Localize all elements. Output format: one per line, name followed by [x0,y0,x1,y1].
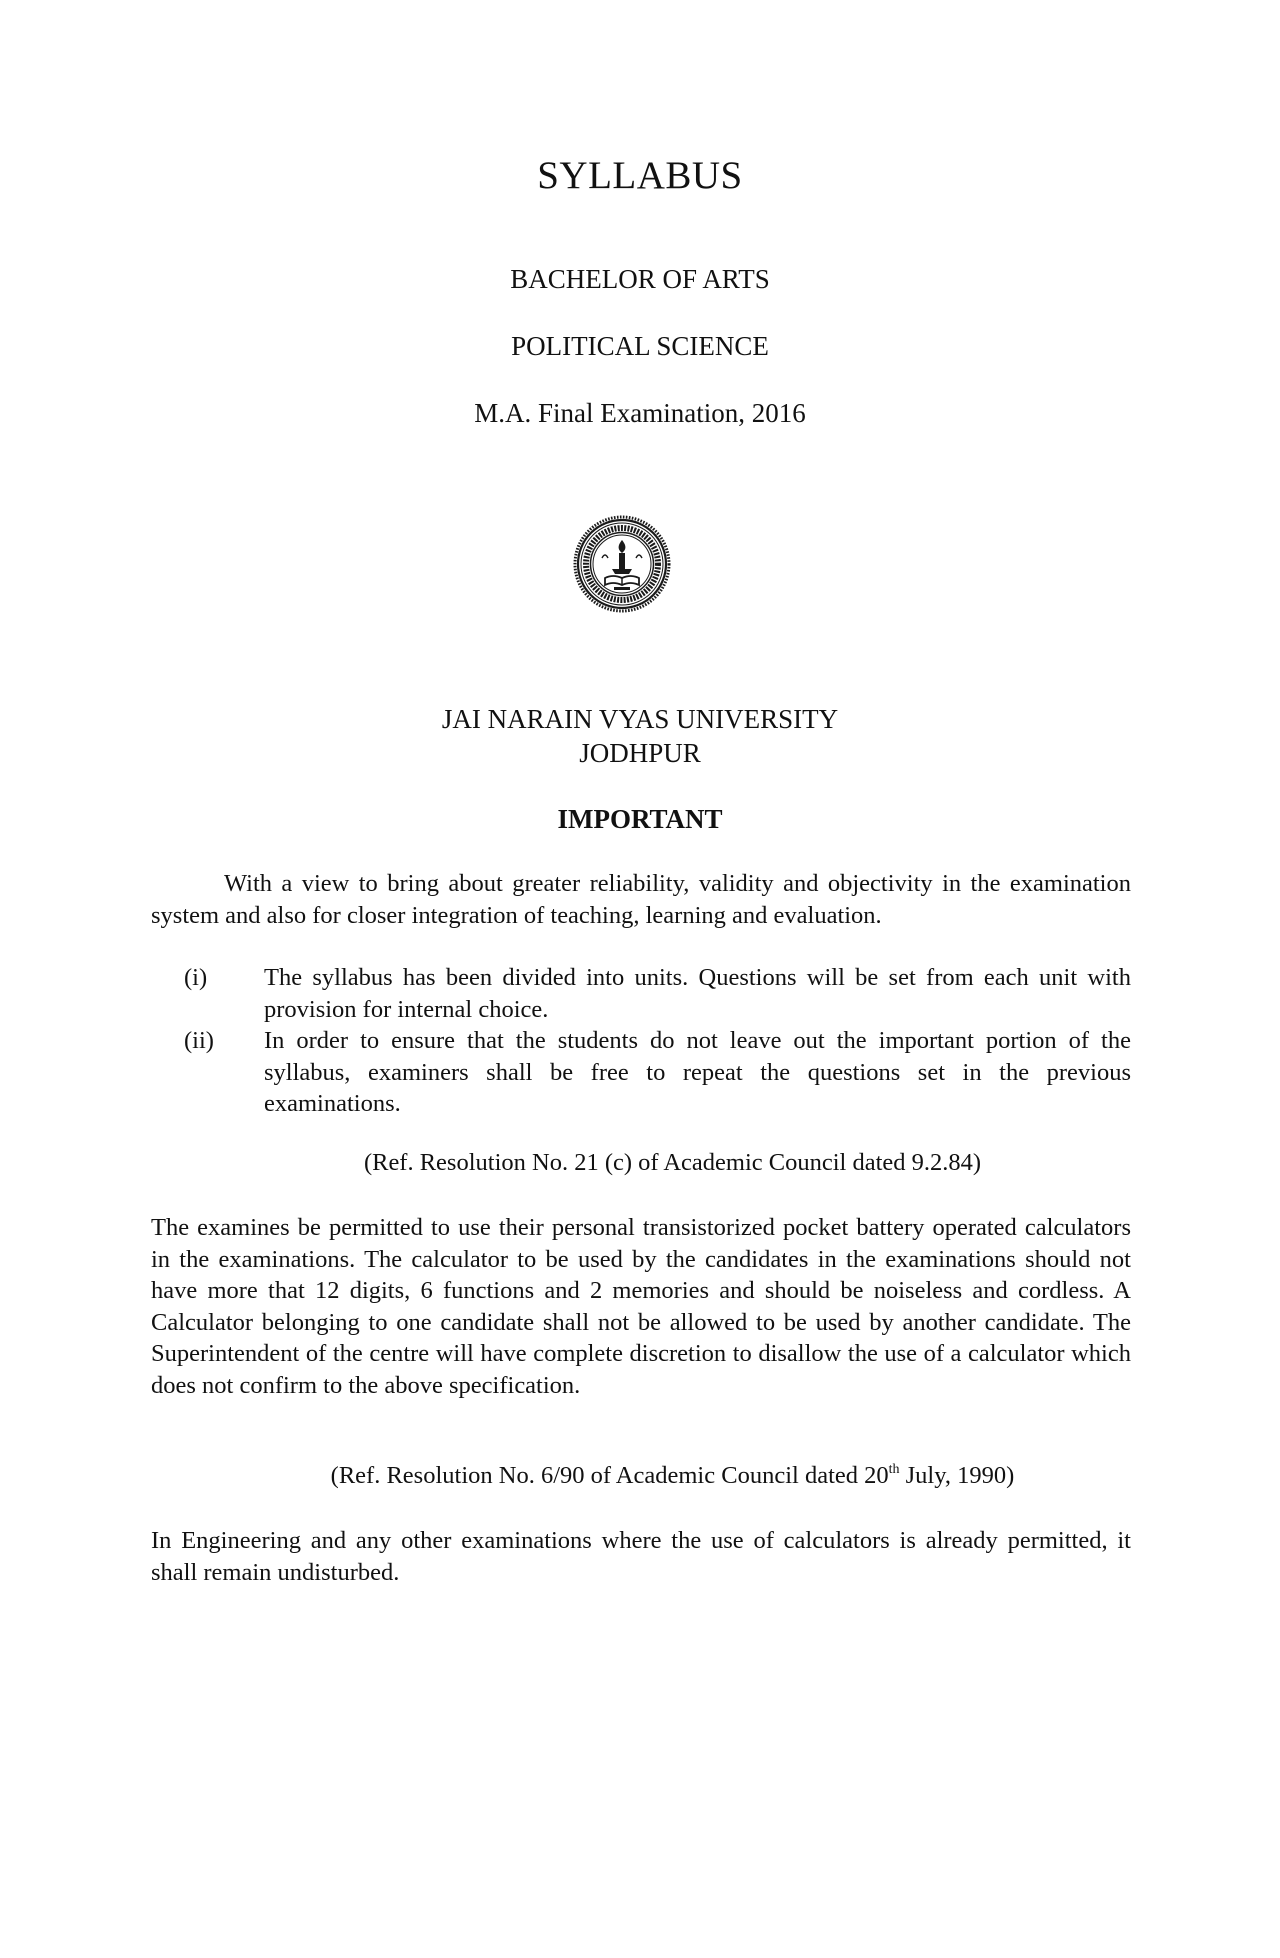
university-seal-icon [572,508,672,618]
resolution-reference: (Ref. Resolution No. 21 (c) of Academic Council dated 9.2.84) [363,1149,982,1176]
list-item [151,962,1131,1025]
university-name: JAI NARAIN VYAS UNIVERSITY [441,704,839,734]
intro-paragraph: With a view to bring about greater reliability, validity and objectivity in the examination system and also for closer integration of teaching, learning and evaluation. [151,870,1131,929]
important-heading: IMPORTANT [557,804,723,834]
list-item-text: The syllabus has been divided into units. Questions will be set from each unit with provision for internal choice. [264,964,1131,1023]
document-title: SYLLABUS [537,154,743,197]
calculator-paragraph: The examines be permitted to use their personal transistorized pocket battery operated calculators in the examinations. The calculator to be used by the candidates in the examinations should not have more that 12 digits, 6 functions and 2 memories and should be noiseless and cordless. A Calculator belonging to one candidate shall not be allowed to be used by another candidate. The Superintendent of the centre will have complete discretion to disallow the use of a calculator which does not confirm to the above specification. [151,1214,1131,1399]
list-item-text: In order to ensure that the students do not leave out the important portion of the syllabus, examiners shall be free to repeat the questions set in the previous examinations. [264,1027,1131,1117]
list-item-number: (i) [184,964,208,991]
reference-text-end: July, 1990) [899,1462,1015,1489]
resolution-reference [0,1462,1280,1490]
reference-text: (Ref. Resolution No. 6/90 of Academic Council dated 20 [330,1462,889,1489]
degree-name: BACHELOR OF ARTS [510,264,770,294]
exam-name: M.A. Final Examination, 2016 [474,398,806,428]
engineering-paragraph: In Engineering and any other examinations where the use of calculators is already permitted, it shall remain undisturbed. [151,1527,1131,1586]
list-item-number: (ii) [184,1027,214,1054]
subject-name: POLITICAL SCIENCE [511,331,769,361]
ordinal-suffix: th [888,1462,900,1477]
list-item [151,1025,1131,1120]
university-city: JODHPUR [579,738,701,768]
